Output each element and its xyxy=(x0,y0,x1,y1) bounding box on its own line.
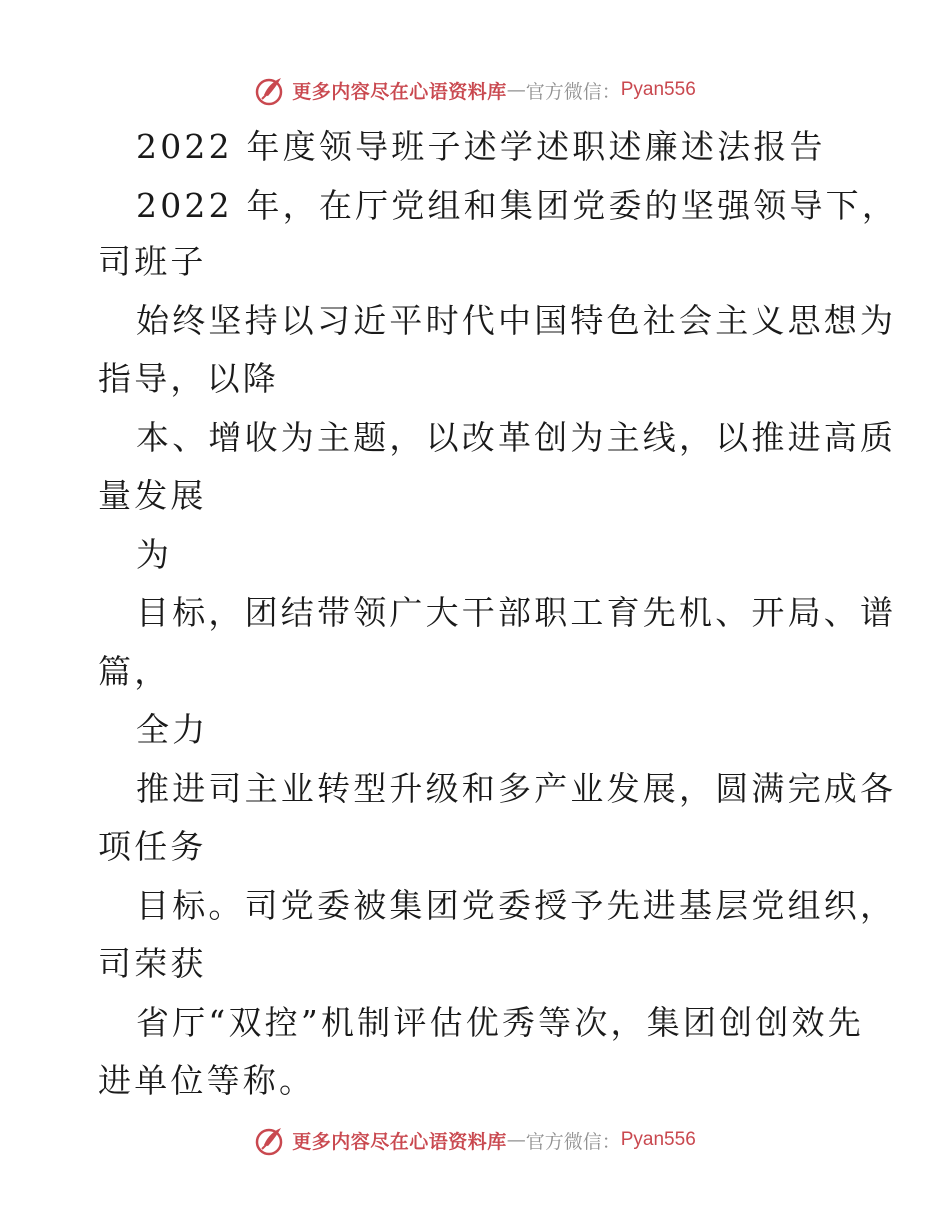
paragraph-line: 本、增收为主题，以改革创为主线，以推进高质 xyxy=(136,418,897,457)
watermark-separator: — xyxy=(506,79,526,101)
paragraph-line: 项任务 xyxy=(98,827,207,866)
paragraph-line: 指导，以降 xyxy=(98,359,279,398)
paragraph-line: 目标。司党委被集团党委授予先进基层党组织， xyxy=(136,886,897,925)
pen-logo-icon xyxy=(254,73,288,107)
paragraph-line: 为 xyxy=(136,535,173,574)
paragraph-line: 始终坚持以习近平时代中国特色社会主义思想为 xyxy=(136,301,897,340)
paragraph-line: 全力 xyxy=(136,710,209,749)
paragraph-line: 量发展 xyxy=(98,476,207,515)
watermark-official-label: 官方微信： xyxy=(525,1130,621,1153)
watermark-footer xyxy=(0,1120,950,1160)
paragraph-line: 篇， xyxy=(98,652,171,691)
document-title: 2022 年度领导班子述学述职述廉述法报告 xyxy=(136,127,826,166)
paragraph-line: 2022 年，在厅党组和集团党委的坚强领导下， xyxy=(136,186,899,225)
paragraph-line: 目标，团结带领广大干部职工育先机、开局、谱 xyxy=(136,593,897,632)
paragraph-line: 司班子 xyxy=(98,242,207,281)
watermark-wechat-id: Pyan556 xyxy=(620,1129,696,1150)
paragraph-line: 司荣获 xyxy=(98,944,207,983)
watermark-wechat-id: Pyan556 xyxy=(620,79,696,100)
pen-logo-icon xyxy=(254,1123,288,1157)
watermark-header xyxy=(0,70,950,110)
paragraph-line: 推进司主业转型升级和多产业发展，圆满完成各 xyxy=(136,769,897,808)
paragraph-line: 省厅“双控”机制评估优秀等次，集团创创效先 xyxy=(136,1003,864,1042)
watermark-official-label: 官方微信： xyxy=(525,80,621,103)
watermark-separator: — xyxy=(506,1129,526,1151)
watermark-brand: 更多内容尽在心语资料库 xyxy=(292,80,507,103)
paragraph-line: 进单位等称。 xyxy=(98,1061,316,1100)
watermark-brand: 更多内容尽在心语资料库 xyxy=(292,1130,507,1153)
